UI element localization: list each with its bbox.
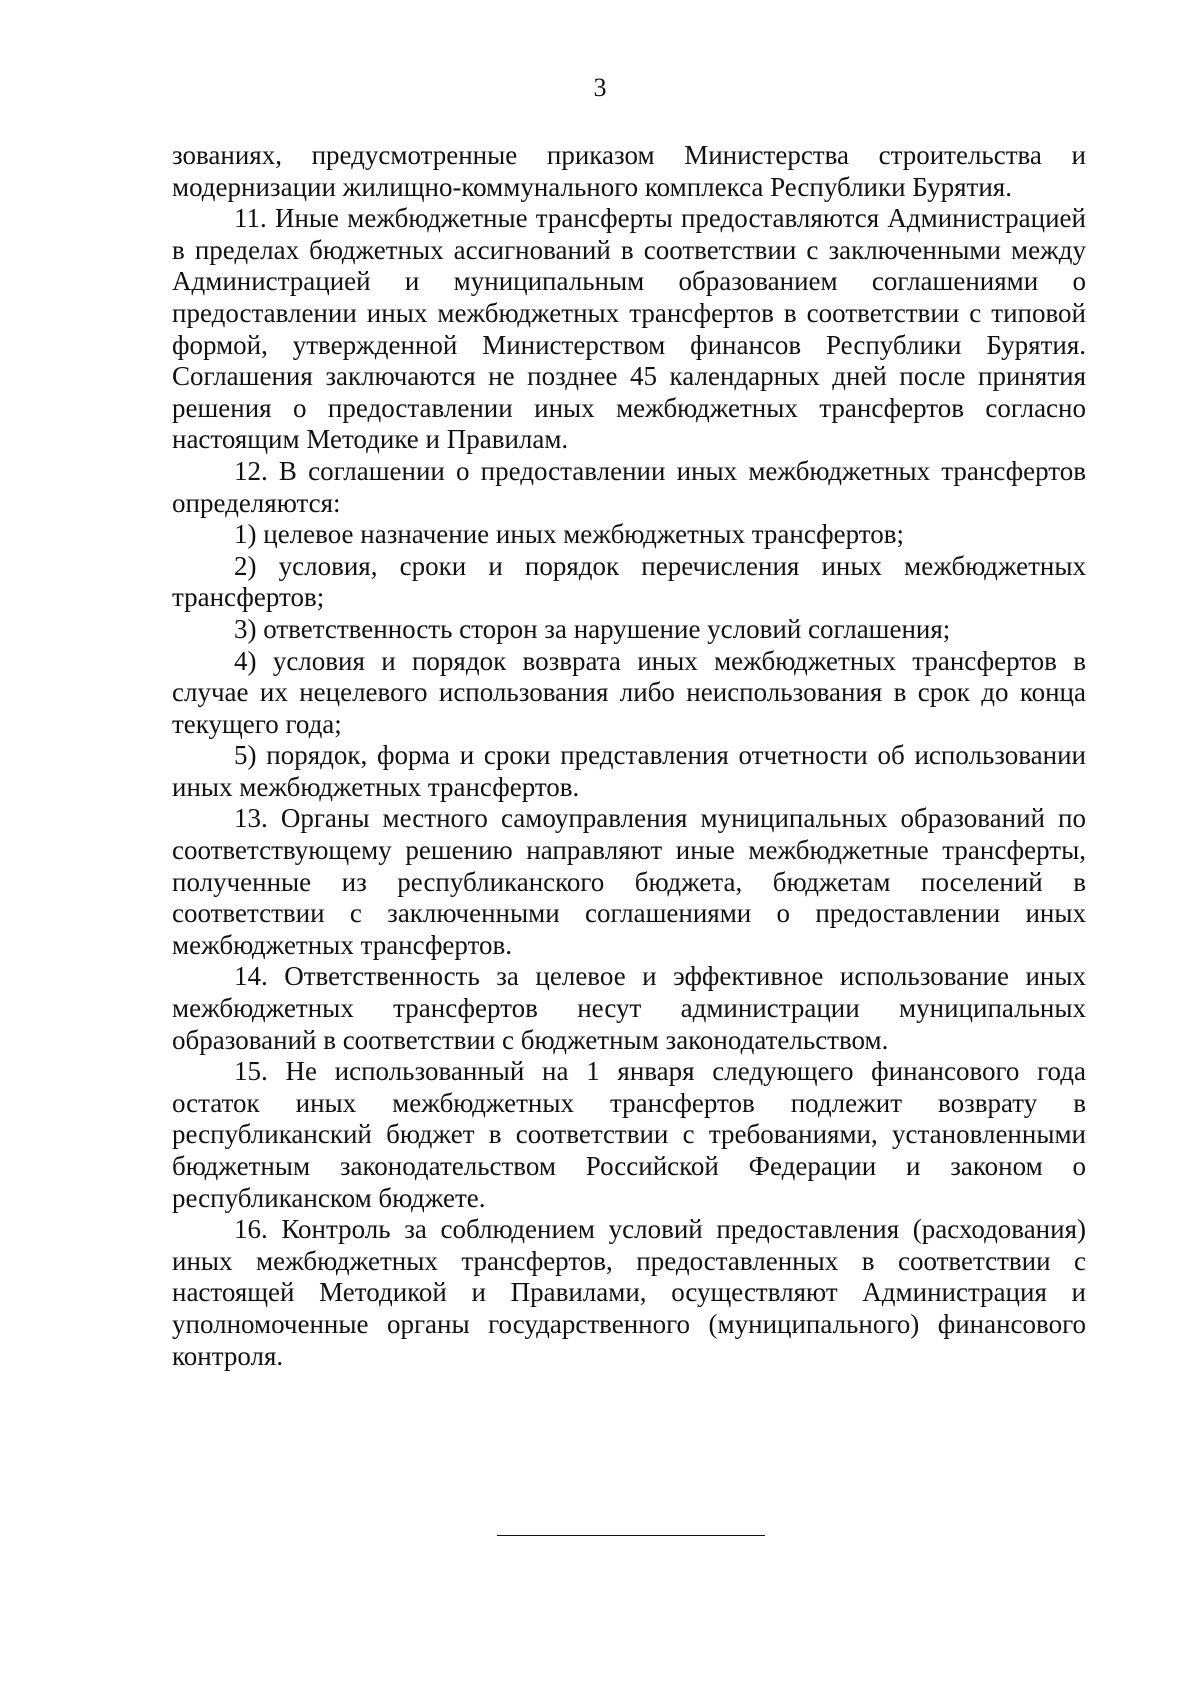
paragraph-continuation: зованиях, предусмотренные приказом Министерства строительства и модернизации жилищно-коммунального комплекса Республики Бурятия. (172, 140, 1086, 202)
subitem-2: 2) условия, сроки и порядок перечисления иных межбюджетных трансфертов; (172, 550, 1086, 613)
document-body (172, 140, 1086, 1372)
paragraph-item-12: 12. В соглашении о предоставлении иных межбюджетных трансфертов определяются: (172, 455, 1086, 518)
subitem-1: 1) целевое назначение иных межбюджетных трансфертов; (234, 519, 904, 550)
paragraph-item-13: 13. Органы местного самоуправления муниципальных образований по соответствующему решению направляют иные межбюджетные трансферты, полученные из республиканского бюджета, бюджетам поселений в соответствии с заключенными соглашениями о предоставлении иных межбюджетных трансфертов. (172, 803, 1086, 960)
page-number: 3 (593, 73, 607, 102)
paragraph-item-11: 11. Иные межбюджетные трансферты предоставляются Администрацией в пределах бюджетных ассигнований в соответствии с заключенными между Администрацией и муниципальным образованием соглашениями о предоставлении иных межбюджетных трансфертов в соответствии с типовой формой, утвержденной Министерством финансов Республики Бурятия. Соглашения заключаются не позднее 45 календарных дней после принятия решения о предоставлении иных межбюджетных трансфертов согласно настоящим Методике и Правилам. (172, 203, 1086, 455)
subitem-5: 5) порядок, форма и сроки представления отчетности об использовании иных межбюджетных трансфертов. (172, 740, 1086, 802)
paragraph-item-16: 16. Контроль за соблюдением условий предоставления (расходования) иных межбюджетных трансфертов, предоставленных в соответствии с настоящей Методикой и Правилами, осуществляют Администрация и уполномоченные органы государственного (муниципального) финансового контроля. (172, 1214, 1086, 1371)
end-of-document-rule (497, 1535, 765, 1536)
paragraph-item-15: 15. Не использованный на 1 января следующего финансового года остаток иных межбюджетных трансфертов подлежит возврату в республиканский бюджет в соответствии с требованиями, установленными бюджетным законодательством Российской Федерации и законом о республиканском бюджете. (172, 1056, 1086, 1213)
subitem-3: 3) ответственность сторон за нарушение условий соглашения; (234, 613, 951, 644)
subitem-4: 4) условия и порядок возврата иных межбюджетных трансфертов в случае их нецелевого использования либо неиспользования в срок до конца текущего года; (172, 645, 1086, 739)
paragraph-item-14: 14. Ответственность за целевое и эффективное использование иных межбюджетных трансфертов несут администрации муниципальных образований в соответствии с бюджетным законодательством. (172, 961, 1086, 1055)
